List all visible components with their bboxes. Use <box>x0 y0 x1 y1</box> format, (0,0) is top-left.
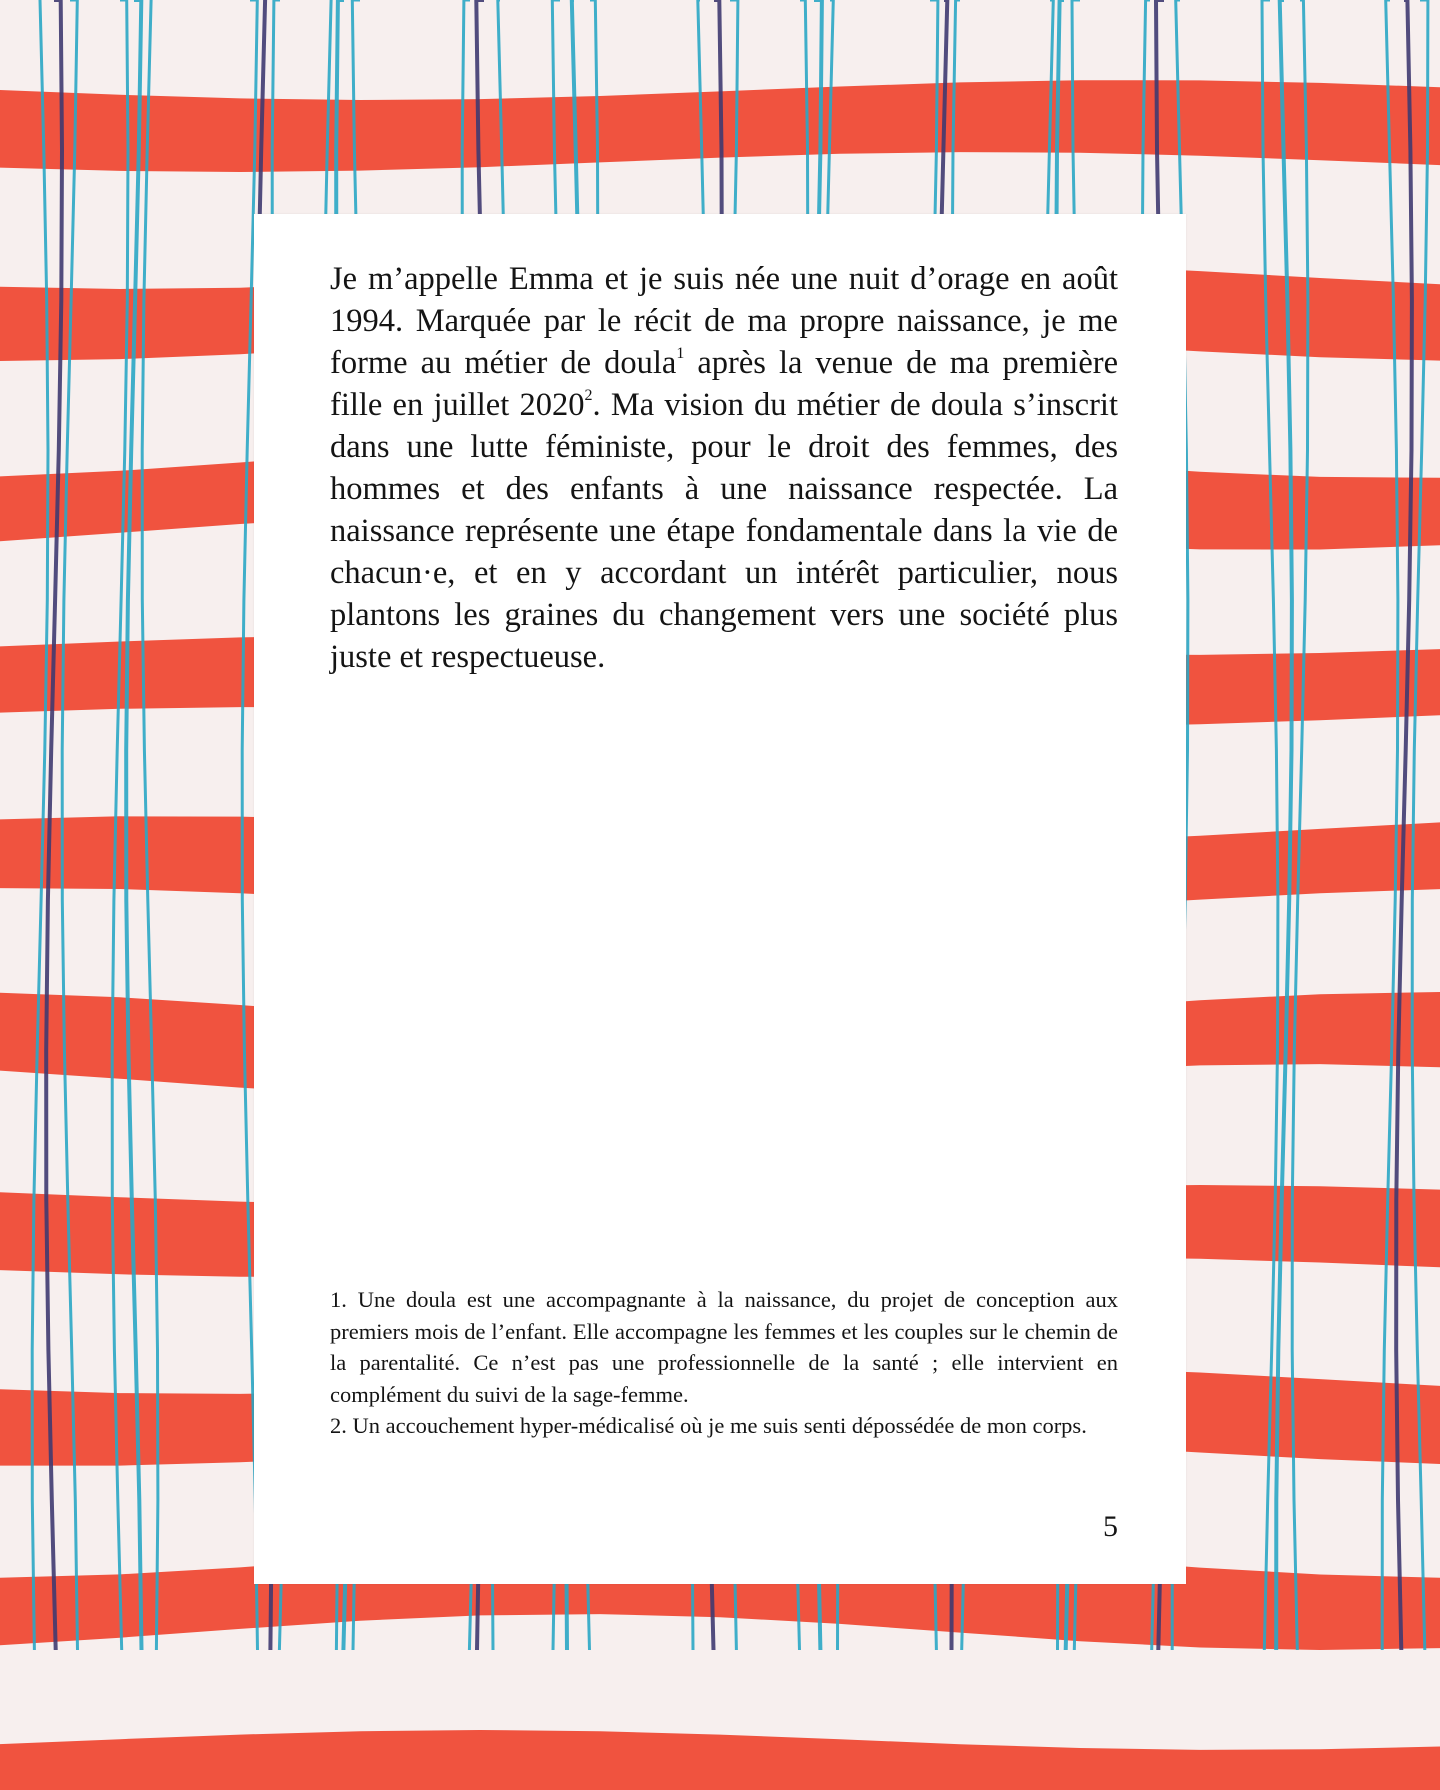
main-paragraph <box>330 258 1118 678</box>
paragraph-text-part-2: après la venue de ma première fille en juillet 2020 <box>330 345 1118 423</box>
footnotes <box>330 1284 1118 1442</box>
footnote-1: 1. Une doula est une accompagnante à la naissance, du projet de conception aux premiers mois de l’enfant. Elle accompagne les femmes et les couples sur le chemin de la parentalité. Ce n’est pas une professionnelle de la santé ; elle intervient en complément du suivi de la sage-femme. <box>330 1287 1118 1407</box>
page-number: 5 <box>1103 1510 1118 1543</box>
book-page <box>254 214 1186 1584</box>
footnote-ref-1: 1 <box>676 345 685 362</box>
footnote-ref-2: 2 <box>584 387 593 404</box>
footnote-2: 2. Un accouchement hyper-médicalisé où je me suis senti dépossédée de mon corps. <box>330 1413 1087 1438</box>
paragraph-text-part-3: . Ma vision du métier de doula s’inscrit dans une lutte féministe, pour le droit des femmes, des hommes et des enfants à une naissance respectée. La naissance représente une étape fondamentale dans la vie de chacun·e, et en y accordant un intérêt particulier, nous plantons les graines du changement vers une société plus juste et respectueuse. <box>330 387 1118 675</box>
paragraph-text-part-1: Je m’appelle Emma et je suis née une nuit d’orage en août 1994. Marquée par le récit de ma propre naissance, je me forme au métier de doula <box>330 261 1118 381</box>
